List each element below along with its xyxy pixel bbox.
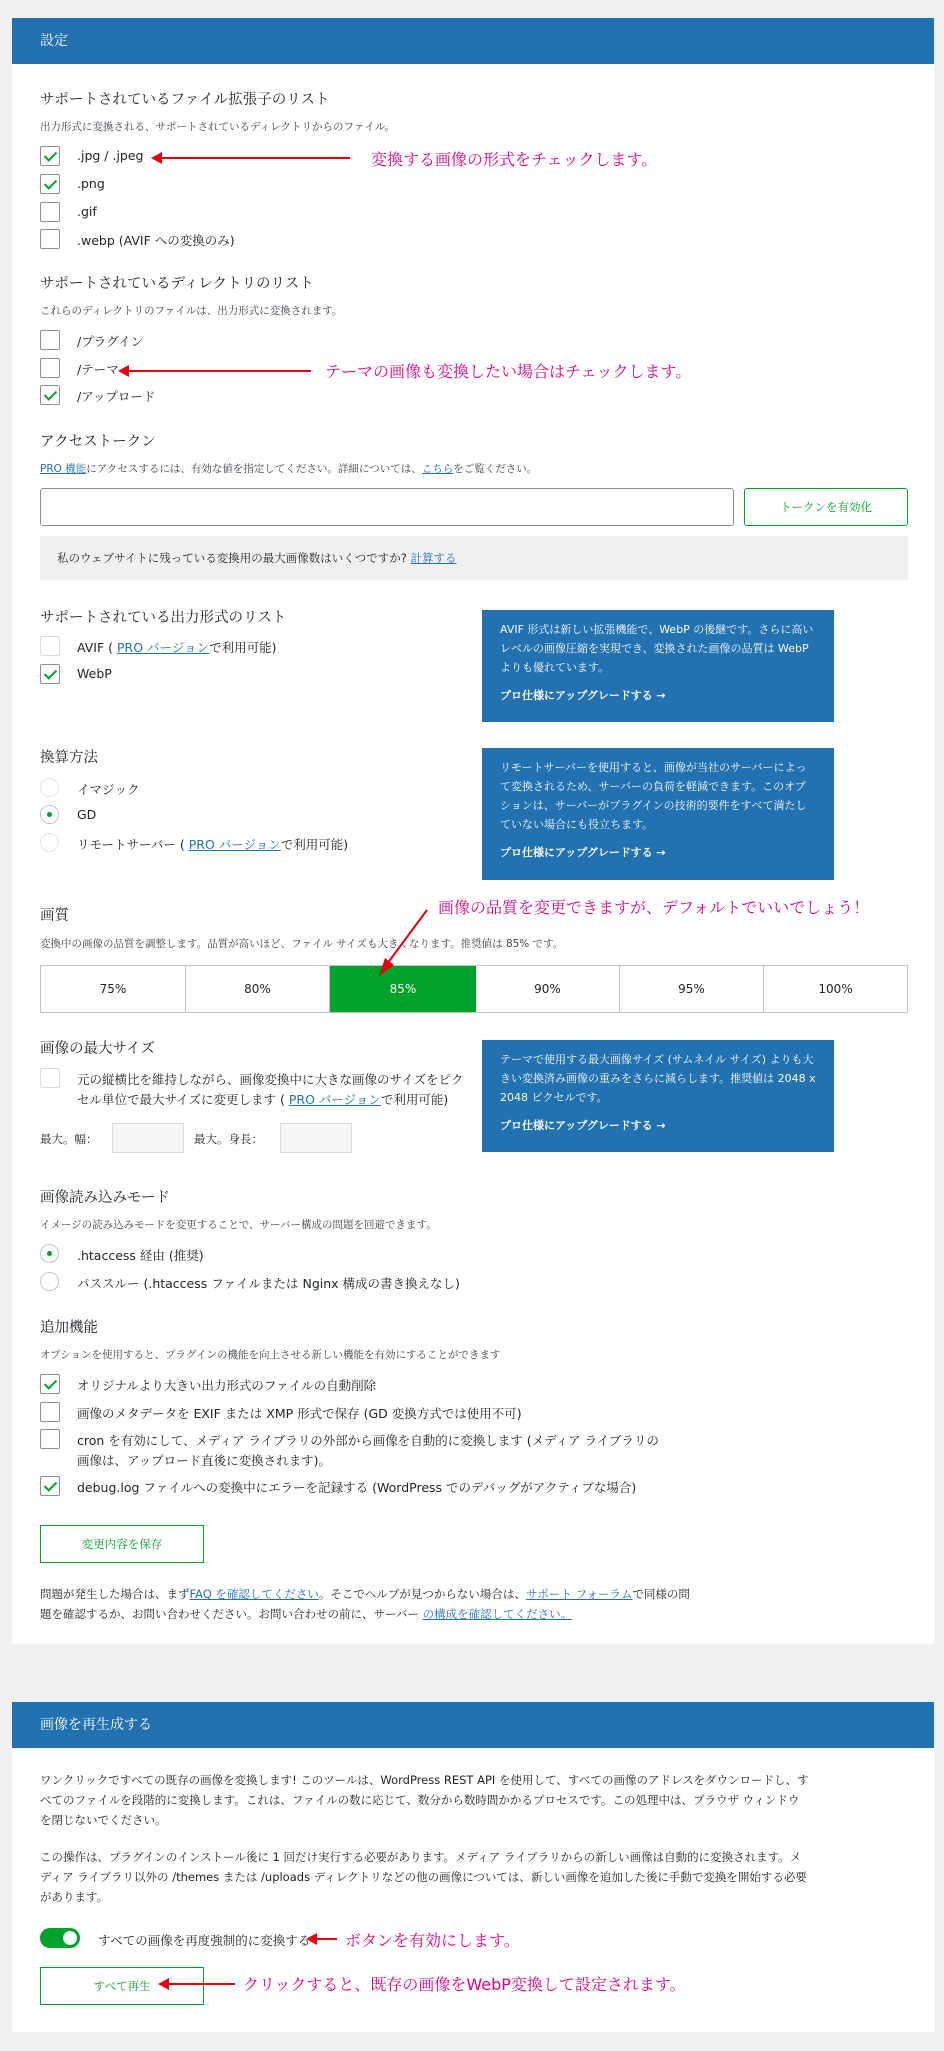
annotation-arrow-3	[375, 906, 435, 978]
annotation-arrow-1	[160, 157, 350, 159]
auto-delete-label: オリジナルより大きい出力形式のファイルの自動削除	[77, 1378, 377, 1393]
remote-info-box: リモートサーバーを使用すると、画像が当社のサーバーによって変換されるため、サーバーの負荷を軽減できます。このオプションは、サーバーがプラグインの技術的要件をすべて満たしていない場合にも役立ちます。 プロ仕様にアップグレードする →	[482, 748, 834, 880]
debug-log-label: debug.log ファイルへの変換中にエラーを記録する (WordPress でのデバッグがアクティブな場合)	[77, 1480, 637, 1495]
keep-metadata-label: 画像のメタデータを EXIF または XMP 形式で保存 (GD 変換方式では使用不可)	[77, 1406, 522, 1421]
quality-description: 変換中の画像の品質を調整します。品質が高いほど、ファイル サイズも大きくなります。推奨値は 85% です。	[40, 938, 564, 950]
dir-uploads-label: /アップロード	[77, 389, 156, 404]
ext-webp-label: .webp (AVIF への変換のみ)	[77, 233, 235, 248]
avif-pro-link[interactable]: PRO バージョン	[117, 640, 210, 655]
settings-panel	[12, 18, 934, 1644]
dir-themes-checkbox[interactable]	[40, 358, 60, 378]
loading-htaccess-radio[interactable]	[40, 1244, 59, 1263]
loading-passthru-radio[interactable]	[40, 1272, 59, 1291]
debug-log-checkbox[interactable]	[40, 1476, 60, 1496]
extra-heading: 追加機能	[40, 1320, 98, 1336]
format-avif-checkbox[interactable]	[40, 636, 60, 656]
ext-jpg-checkbox[interactable]	[40, 146, 60, 166]
quality-option-100[interactable]: 100%	[818, 982, 853, 996]
ext-webp-checkbox[interactable]	[40, 229, 60, 249]
ext-gif-label: .gif	[77, 204, 97, 219]
format-webp-checkbox[interactable]	[40, 664, 60, 684]
loading-description: イメージの読み込みモードを変更することで、サーバー構成の問題を回避できます。	[40, 1219, 437, 1231]
token-description: PRO 機能にアクセスするには、有効な値を指定してください。詳細については、こちらをご覧ください。	[40, 463, 538, 475]
quality-option-75[interactable]: 75%	[41, 966, 186, 1012]
extensions-heading: サポートされているファイル拡張子のリスト	[40, 92, 330, 108]
force-regenerate-label: すべての画像を再度強制的に変換する	[98, 1933, 311, 1948]
method-heading: 換算方法	[40, 750, 98, 766]
quality-option-85[interactable]: 85%	[330, 966, 476, 1012]
help-text: 問題が発生した場合は、まずFAQ を確認してください。そこでヘルプが見つからない場合は、サポート フォーラムで同様の問 題を確認するか、お問い合わせください。お問い合わせの前に、サーバー の構成を確認してください。	[40, 1587, 690, 1621]
dir-plugins-label: /プラグイン	[77, 334, 144, 349]
keep-metadata-checkbox[interactable]	[40, 1402, 60, 1422]
save-changes-button[interactable]: 変更内容を保存	[40, 1525, 204, 1563]
max-height-label: 最大。身長：	[194, 1132, 263, 1146]
ext-png-label: .png	[77, 176, 105, 191]
maxsize-checkbox[interactable]	[40, 1068, 60, 1088]
regenerate-paragraph-2: この操作は、プラグインのインストール後に 1 回だけ実行する必要があります。メディア ライブラリからの新しい画像は自動的に変換されます。メディア ライブラリ以外の /themes または /uploads ディレクトリなどの他の画像については、新しい画像を追加した後に手動で変換を開始する必要があります。	[40, 1850, 807, 1904]
toggle-knob	[63, 1931, 77, 1945]
ext-png-checkbox[interactable]	[40, 174, 60, 194]
max-height-input[interactable]	[280, 1123, 352, 1153]
check-config-link[interactable]: の構成を確認してください。	[422, 1607, 573, 1621]
force-regenerate-toggle[interactable]	[40, 1928, 80, 1948]
auto-delete-checkbox[interactable]	[40, 1374, 60, 1394]
format-webp-label: WebP	[77, 666, 112, 681]
loading-heading: 画像読み込みモード	[40, 1190, 170, 1206]
max-width-label: 最大。幅：	[40, 1132, 98, 1146]
upgrade-link-remote[interactable]: プロ仕様にアップグレードする →	[500, 846, 666, 859]
annotation-arrow-4	[315, 1938, 337, 1940]
notice-box: 私のウェブサイトに残っている変換用の最大画像数はいくつですか? 計算する	[40, 536, 908, 580]
method-gd-label: GD	[77, 807, 97, 822]
cron-label-line2: 画像は、アップロード直後に変換されます)。	[77, 1453, 332, 1468]
maxsize-pro-link[interactable]: PRO バージョン	[288, 1092, 381, 1107]
quality-option-95[interactable]: 95%	[620, 966, 764, 1012]
method-remote-label: リモートサーバー ( PRO バージョンで利用可能)	[77, 837, 349, 852]
directories-description: これらのディレクトリのファイルは、出力形式に変換されます。	[40, 305, 343, 317]
dir-plugins-checkbox[interactable]	[40, 330, 60, 350]
upgrade-link-maxsize[interactable]: プロ仕様にアップグレードする →	[500, 1119, 666, 1132]
annotation-text-1: 変換する画像の形式をチェックします。	[371, 150, 658, 169]
quality-selector	[40, 965, 908, 1013]
remote-pro-link[interactable]: PRO バージョン	[188, 837, 281, 852]
quality-option-80[interactable]: 80%	[186, 966, 330, 1012]
cron-checkbox[interactable]	[40, 1429, 60, 1449]
avif-info-box: AVIF 形式は新しい拡張機能で、WebP の後継です。さらに高いレベルの画像圧縮を実現でき、変換された画像の品質は WebP よりも優れています。 プロ仕様にアップグレードする →	[482, 610, 834, 722]
annotation-arrow-2	[127, 370, 311, 372]
token-heading: アクセストークン	[40, 434, 156, 450]
support-forum-link[interactable]: サポート フォーラム	[525, 1587, 633, 1601]
formats-heading: サポートされている出力形式のリスト	[40, 610, 287, 626]
dir-uploads-checkbox[interactable]	[40, 385, 60, 405]
max-width-input[interactable]	[112, 1123, 184, 1153]
extensions-description: 出力形式に変換される、サポートされているディレクトリからのファイル。	[40, 121, 395, 133]
ext-jpg-label: .jpg / .jpeg	[77, 148, 144, 163]
maxsize-heading: 画像の最大サイズ	[40, 1041, 155, 1057]
annotation-text-3: 画像の品質を変更できますが、デフォルトでいいでしょう！	[438, 898, 870, 917]
directories-heading: サポートされているディレクトリのリスト	[40, 276, 314, 292]
maxsize-label-line2: セル単位で最大サイズに変更します ( PRO バージョンで利用可能)	[77, 1092, 449, 1107]
faq-link[interactable]: FAQ を確認してください	[189, 1587, 319, 1601]
activate-token-button[interactable]: トークンを有効化	[744, 488, 908, 526]
maxsize-label-line1: 元の縦横比を維持しながら、画像変換中に大きな画像のサイズをピク	[77, 1072, 464, 1087]
annotation-text-2: テーマの画像も変換したい場合はチェックします。	[325, 362, 692, 381]
here-link[interactable]: こちら	[421, 463, 454, 475]
maxsize-info-box: テーマで使用する最大画像サイズ (サムネイル サイズ) よりも大きい変換済み画像の重みをさらに減らします。推奨値は 2048 x 2048 ピクセルです。 プロ仕様にアップグレードする →	[482, 1040, 834, 1152]
method-imagick-label: イマジック	[77, 782, 140, 797]
regenerate-all-button[interactable]: すべて再生	[40, 1967, 204, 2005]
method-gd-radio[interactable]	[40, 805, 59, 824]
calculate-link[interactable]: 計算する	[410, 551, 457, 565]
pro-feature-link[interactable]: PRO 機能	[40, 463, 87, 475]
settings-header: 設定	[12, 18, 934, 64]
quality-option-90[interactable]: 90%	[476, 966, 620, 1012]
method-imagick-radio[interactable]	[40, 778, 59, 797]
extra-description: オプションを使用すると、プラグインの機能を向上させる新しい機能を有効にすることができます	[40, 1349, 501, 1361]
dir-themes-label: /テーマ	[77, 362, 119, 377]
annotation-text-5: クリックすると、既存の画像をWebP変換して設定されます。	[243, 1975, 686, 1994]
annotation-arrow-5	[167, 1983, 235, 1985]
regenerate-header: 画像を再生成する	[12, 1702, 934, 1748]
upgrade-link-avif[interactable]: プロ仕様にアップグレードする →	[500, 689, 666, 702]
annotation-text-4: ボタンを有効にします。	[345, 1931, 520, 1950]
ext-gif-checkbox[interactable]	[40, 202, 60, 222]
method-remote-radio[interactable]	[40, 833, 59, 852]
regenerate-paragraph-1: ワンクリックですべての既存の画像を変換します! このツールは、WordPress REST API を使用して、すべての画像のアドレスをダウンロードし、すべてのファイルを段階的に変換します。これは、ファイルの数に応じて、数分から数時間かかるプロセスです。この処理中は、ブラウザ ウィンドウを閉じないでください。	[40, 1773, 809, 1827]
loading-passthru-label: パススルー (.htaccess ファイルまたは Nginx 構成の書き換えなし)	[77, 1276, 460, 1291]
quality-heading: 画質	[40, 908, 69, 924]
format-avif-label: AVIF ( PRO バージョンで利用可能)	[77, 640, 277, 655]
loading-htaccess-label: .htaccess 経由 (推奨)	[77, 1248, 204, 1263]
cron-label-line1: cron を有効にして、メディア ライブラリの外部から画像を自動的に変換します (メディア ライブラリの	[77, 1433, 659, 1448]
token-input[interactable]	[40, 488, 734, 526]
